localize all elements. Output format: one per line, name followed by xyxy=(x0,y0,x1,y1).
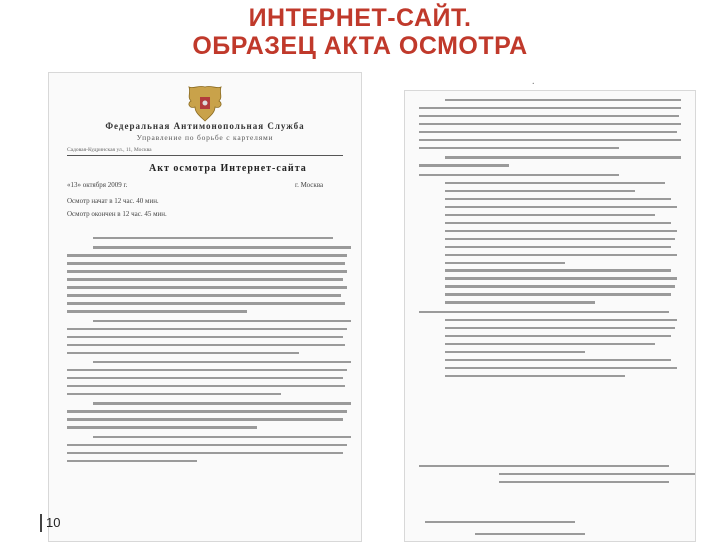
act-title: Акт осмотра Интернет-сайта xyxy=(149,163,307,174)
slide-title-line2: ОБРАЗЕЦ АКТА ОСМОТРА xyxy=(192,32,528,60)
document-page-1 xyxy=(48,72,362,542)
attachments-block xyxy=(419,465,681,489)
end-time: Осмотр окончен в 12 час. 45 мин. xyxy=(67,210,167,218)
document-page-2 xyxy=(404,90,696,542)
page-number: 10 xyxy=(40,514,60,532)
org-address: Садовая-Кудринская ул., 11, Москва xyxy=(67,147,152,153)
coat-of-arms-icon xyxy=(181,83,229,125)
stray-mark: . xyxy=(532,76,535,87)
page2-body-text xyxy=(419,99,681,384)
act-city: г. Москва xyxy=(295,181,324,189)
slide-title xyxy=(0,4,720,60)
org-name: Федеральная Антимонопольная Служба xyxy=(105,121,305,131)
start-time: Осмотр начат в 12 час. 40 мин. xyxy=(67,197,159,205)
org-department: Управление по борьбе с картелями xyxy=(136,133,274,142)
act-date: «13» октября 2009 г. xyxy=(67,181,128,189)
header-divider xyxy=(67,155,343,156)
act-body-text xyxy=(67,237,351,469)
slide-title-line1: ИНТЕРНЕТ-САЙТ. xyxy=(248,4,472,32)
signature-line xyxy=(425,521,575,523)
signature-caption xyxy=(475,533,585,535)
